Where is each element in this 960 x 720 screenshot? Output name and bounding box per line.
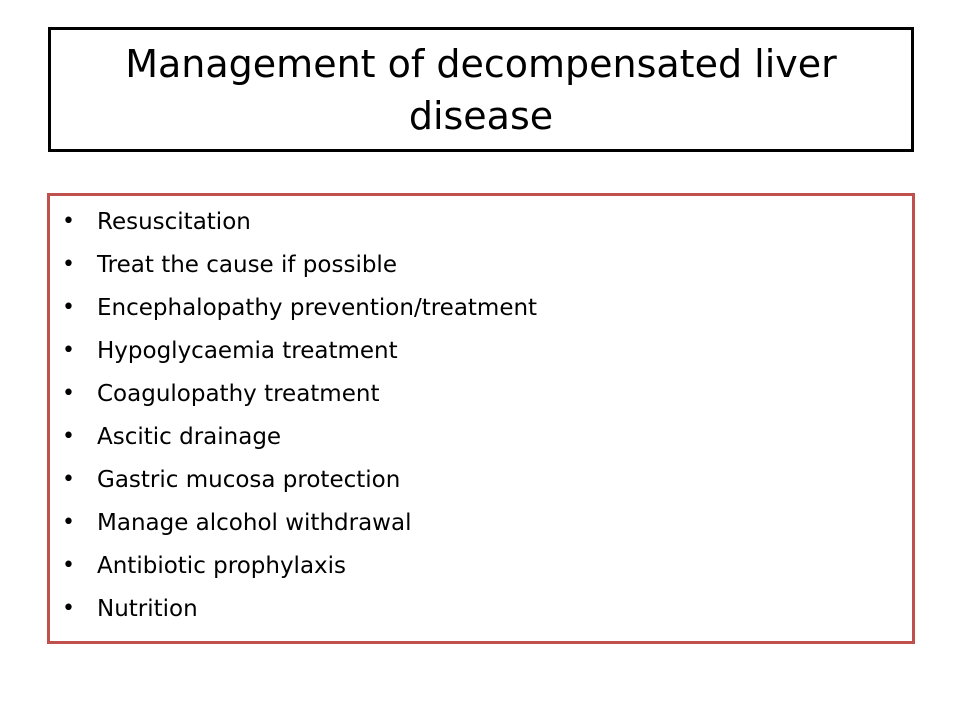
bullet-item (62, 415, 537, 458)
bullet-text: Treat the cause if possible (97, 251, 397, 278)
bullet-item (62, 544, 537, 587)
slide-title-box (48, 27, 914, 152)
bullet-item (62, 243, 537, 286)
bullet-dot-icon: • (62, 337, 75, 363)
bullet-dot-icon: • (62, 466, 75, 492)
bullet-item (62, 372, 537, 415)
bullet-dot-icon: • (62, 208, 75, 234)
bullet-dot-icon: • (62, 423, 75, 449)
bullet-text: Hypoglycaemia treatment (97, 337, 398, 364)
bullet-item (62, 200, 537, 243)
bullet-text: Gastric mucosa protection (97, 466, 401, 493)
bullet-item (62, 587, 537, 630)
bullet-dot-icon: • (62, 552, 75, 578)
bullet-text: Encephalopathy prevention/treatment (97, 294, 538, 321)
bullet-text: Resuscitation (97, 208, 251, 235)
bullet-text: Antibiotic prophylaxis (97, 552, 347, 579)
bullet-text: Ascitic drainage (97, 423, 282, 450)
bullet-content-box (47, 193, 915, 644)
bullet-dot-icon: • (62, 509, 75, 535)
bullet-dot-icon: • (62, 251, 75, 277)
bullet-dot-icon: • (62, 380, 75, 406)
bullet-item (62, 329, 537, 372)
slide-title: Management of decompensated liver disease (125, 41, 837, 138)
bullet-list (62, 200, 537, 630)
bullet-text: Nutrition (97, 595, 198, 622)
bullet-item (62, 286, 537, 329)
bullet-dot-icon: • (62, 294, 75, 320)
bullet-item (62, 501, 537, 544)
bullet-text: Coagulopathy treatment (97, 380, 380, 407)
bullet-dot-icon: • (62, 595, 75, 621)
bullet-item (62, 458, 537, 501)
bullet-text: Manage alcohol withdrawal (97, 509, 412, 536)
